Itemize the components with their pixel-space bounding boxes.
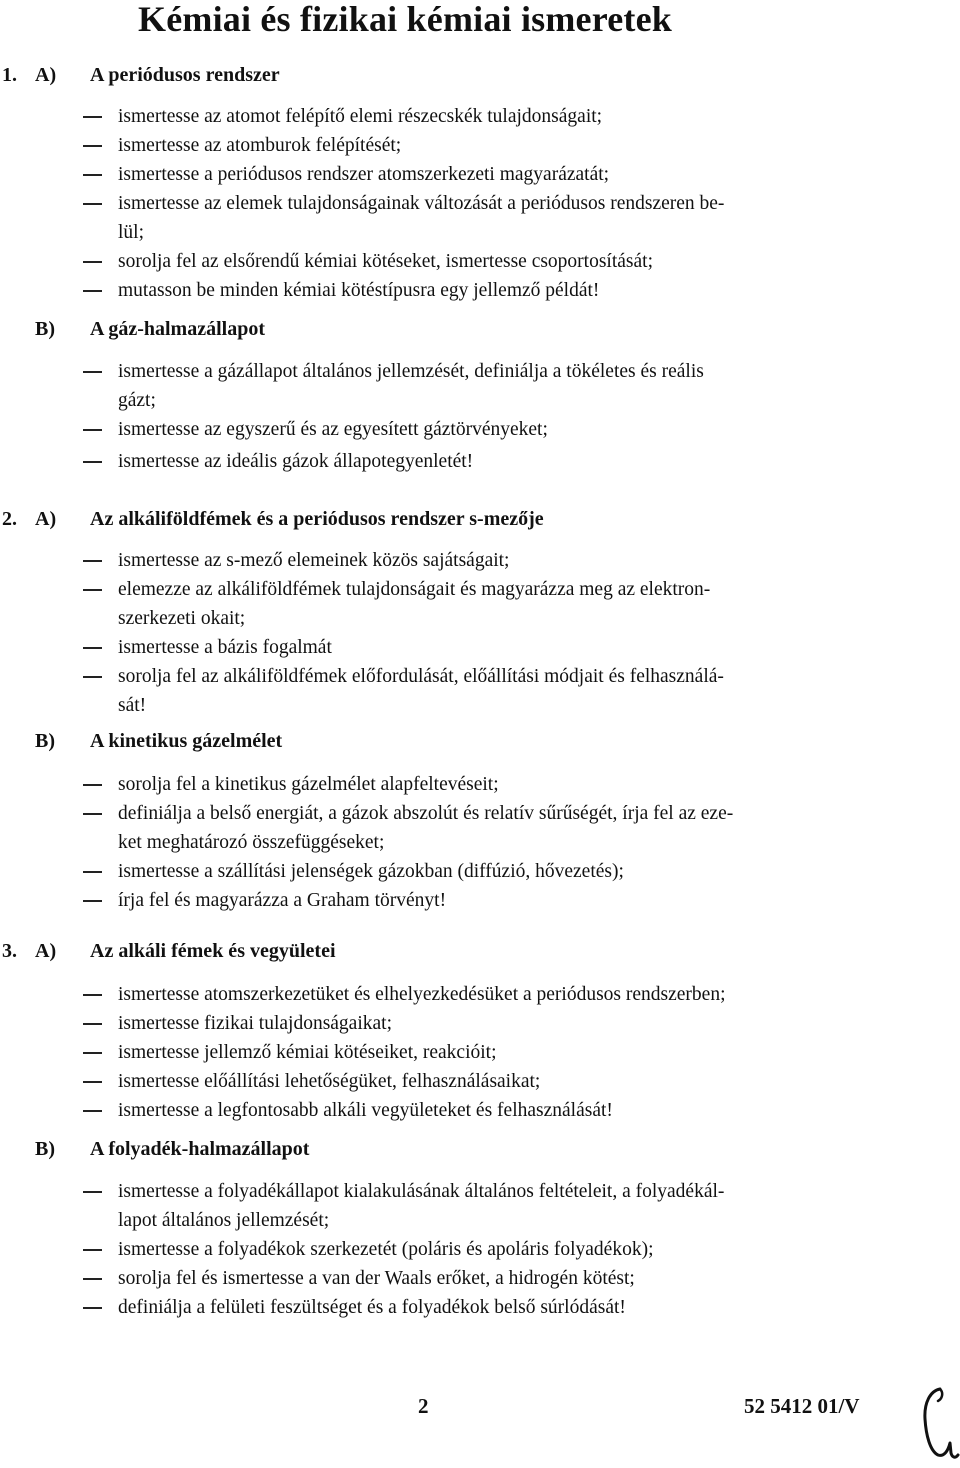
section-heading <box>0 1138 960 1172</box>
list-item <box>0 131 960 160</box>
list-item <box>0 189 960 247</box>
subsection-label: B) <box>35 1138 55 1160</box>
section-heading <box>0 508 960 542</box>
list-item-text <box>118 770 878 799</box>
section-heading <box>0 64 960 98</box>
text-line: definiálja a belső energiát, a gázok abszolút és relatív sűrűségét, írja fel az eze- <box>118 803 734 824</box>
subsection-title: Az alkáli fémek és vegyületei <box>90 940 336 962</box>
text-line: ismertesse az elemek tulajdonságainak változását a periódusos rendszeren be- <box>118 193 725 214</box>
dash-bullet-icon <box>83 871 102 873</box>
list-item-text <box>118 1096 878 1125</box>
list-item <box>0 102 960 131</box>
text-line: gázt; <box>118 390 156 411</box>
list-item <box>0 1293 960 1322</box>
list-item-text <box>118 980 878 1009</box>
list-item <box>0 1235 960 1264</box>
text-line: szerkezeti okait; <box>118 608 246 629</box>
section-heading <box>0 318 960 352</box>
page-number: 2 <box>418 1394 429 1418</box>
list-item-text <box>118 247 878 276</box>
dash-bullet-icon <box>83 261 102 263</box>
text-line: definiálja a felületi feszültséget és a folyadékok belső súrlódását! <box>118 1297 626 1318</box>
text-line: ismertesse a gázállapot általános jellemzését, definiálja a tökéletes és reális <box>118 361 704 382</box>
list-item-text <box>118 886 878 915</box>
subsection-label: A) <box>35 64 57 86</box>
list-item-text <box>118 1293 878 1322</box>
list-item-text <box>118 1264 878 1293</box>
dash-bullet-icon <box>83 145 102 147</box>
dash-bullet-icon <box>83 461 102 463</box>
dash-bullet-icon <box>83 1023 102 1025</box>
list-item-text <box>118 799 878 857</box>
text-line: sát! <box>118 695 147 716</box>
page-title: Kémiai és fizikai kémiai ismeretek <box>138 0 673 39</box>
text-line: lapot általános jellemzését; <box>118 1210 330 1231</box>
text-line: elemezze az alkáliföldfémek tulajdonságait és magyarázza meg az elektron- <box>118 579 711 600</box>
dash-bullet-icon <box>83 994 102 996</box>
dash-bullet-icon <box>83 900 102 902</box>
list-item <box>0 662 960 720</box>
list-item-text <box>118 633 878 662</box>
text-line: ismertesse jellemző kémiai kötéseiket, reakcióit; <box>118 1042 497 1063</box>
dash-bullet-icon <box>83 589 102 591</box>
text-line: lül; <box>118 222 145 243</box>
list-item-text <box>118 131 878 160</box>
dash-bullet-icon <box>83 116 102 118</box>
list-item-text <box>118 1038 878 1067</box>
dash-bullet-icon <box>83 174 102 176</box>
list-item-text <box>118 447 878 476</box>
dash-bullet-icon <box>83 1110 102 1112</box>
list-item <box>0 799 960 857</box>
dash-bullet-icon <box>83 647 102 649</box>
list-item <box>0 857 960 886</box>
dash-bullet-icon <box>83 784 102 786</box>
section-number: 1. <box>2 64 17 86</box>
text-line: sorolja fel az alkáliföldfémek előfordulását, előállítási módjait és felhasználá- <box>118 666 724 687</box>
text-line: ismertesse a szállítási jelenségek gázokban (diffúzió, hővezetés); <box>118 861 624 882</box>
list-item-text <box>118 1235 878 1264</box>
dash-bullet-icon <box>83 1249 102 1251</box>
list-item <box>0 770 960 799</box>
list-item-text <box>118 575 878 633</box>
dash-bullet-icon <box>83 813 102 815</box>
text-line: ismertesse a bázis fogalmát <box>118 637 332 658</box>
dash-bullet-icon <box>83 290 102 292</box>
list-item <box>0 546 960 575</box>
dash-bullet-icon <box>83 1307 102 1309</box>
list-item-text <box>118 102 878 131</box>
section-number: 2. <box>2 508 17 530</box>
text-line: sorolja fel az elsőrendű kémiai kötéseket, ismertesse csoportosítását; <box>118 251 654 272</box>
section-heading <box>0 730 960 764</box>
text-line: ismertesse atomszerkezetüket és elhelyezkedésüket a periódusos rendszerben; <box>118 984 726 1005</box>
list-item <box>0 247 960 276</box>
text-line: ismertesse a periódusos rendszer atomszerkezeti magyarázatát; <box>118 164 610 185</box>
list-item-text <box>118 662 878 720</box>
list-item-text <box>118 857 878 886</box>
text-line: ismertesse a folyadékok szerkezetét (poláris és apoláris folyadékok); <box>118 1239 654 1260</box>
list-item <box>0 1264 960 1293</box>
list-item <box>0 980 960 1009</box>
list-item <box>0 1096 960 1125</box>
list-item <box>0 575 960 633</box>
dash-bullet-icon <box>83 1278 102 1280</box>
list-item <box>0 357 960 415</box>
text-line: ismertesse fizikai tulajdonságaikat; <box>118 1013 392 1034</box>
subsection-title: A gáz-halmazállapot <box>90 318 265 340</box>
subsection-label: A) <box>35 940 57 962</box>
list-item <box>0 415 960 444</box>
section-number: 3. <box>2 940 17 962</box>
list-item-text <box>118 546 878 575</box>
text-line: ismertesse az atomot felépítő elemi részecskék tulajdonságait; <box>118 106 603 127</box>
text-line: mutasson be minden kémiai kötéstípusra egy jellemző példát! <box>118 280 600 301</box>
text-line: ismertesse a folyadékállapot kialakulásának általános feltételeit, a folyadékál- <box>118 1181 725 1202</box>
text-line: ket meghatározó összefüggéseket; <box>118 832 385 853</box>
list-item-text <box>118 1067 878 1096</box>
dash-bullet-icon <box>83 371 102 373</box>
text-line: ismertesse az s-mező elemeinek közös sajátságait; <box>118 550 510 571</box>
text-line: ismertesse az atomburok felépítését; <box>118 135 402 156</box>
list-item-text <box>118 357 878 415</box>
list-item <box>0 1067 960 1096</box>
subsection-label: B) <box>35 730 55 752</box>
subsection-label: A) <box>35 508 57 530</box>
dash-bullet-icon <box>83 560 102 562</box>
list-item-text <box>118 415 878 444</box>
text-line: írja fel és magyarázza a Graham törvényt! <box>118 890 447 911</box>
list-item <box>0 886 960 915</box>
subsection-title: A periódusos rendszer <box>90 64 280 86</box>
text-line: ismertesse előállítási lehetőségüket, felhasználásaikat; <box>118 1071 541 1092</box>
text-line: sorolja fel és ismertesse a van der Waals erőket, a hidrogén kötést; <box>118 1268 635 1289</box>
list-item-text <box>118 1009 878 1038</box>
dash-bullet-icon <box>83 1081 102 1083</box>
text-line: ismertesse a legfontosabb alkáli vegyületeket és felhasználását! <box>118 1100 613 1121</box>
list-item <box>0 447 960 476</box>
list-item <box>0 1038 960 1067</box>
dash-bullet-icon <box>83 1052 102 1054</box>
list-item <box>0 160 960 189</box>
dash-bullet-icon <box>83 203 102 205</box>
dash-bullet-icon <box>83 1191 102 1193</box>
list-item-text <box>118 1177 878 1235</box>
list-item <box>0 276 960 305</box>
subsection-title: Az alkáliföldfémek és a periódusos rendszer s-mezője <box>90 508 544 530</box>
list-item-text <box>118 189 878 247</box>
list-item <box>0 633 960 662</box>
subsection-title: A folyadék-halmazállapot <box>90 1138 310 1160</box>
subsection-title: A kinetikus gázelmélet <box>90 730 283 752</box>
list-item <box>0 1177 960 1235</box>
dash-bullet-icon <box>83 429 102 431</box>
list-item-text <box>118 160 878 189</box>
document-code: 52 5412 01/V <box>744 1394 860 1418</box>
list-item <box>0 1009 960 1038</box>
text-line: sorolja fel a kinetikus gázelmélet alapfeltevéseit; <box>118 774 499 795</box>
text-line: ismertesse az egyszerű és az egyesített gáztörvényeket; <box>118 419 548 440</box>
list-item-text <box>118 276 878 305</box>
handwritten-signature <box>918 1385 960 1465</box>
subsection-label: B) <box>35 318 55 340</box>
text-line: ismertesse az ideális gázok állapotegyenletét! <box>118 451 474 472</box>
dash-bullet-icon <box>83 676 102 678</box>
section-heading <box>0 940 960 974</box>
